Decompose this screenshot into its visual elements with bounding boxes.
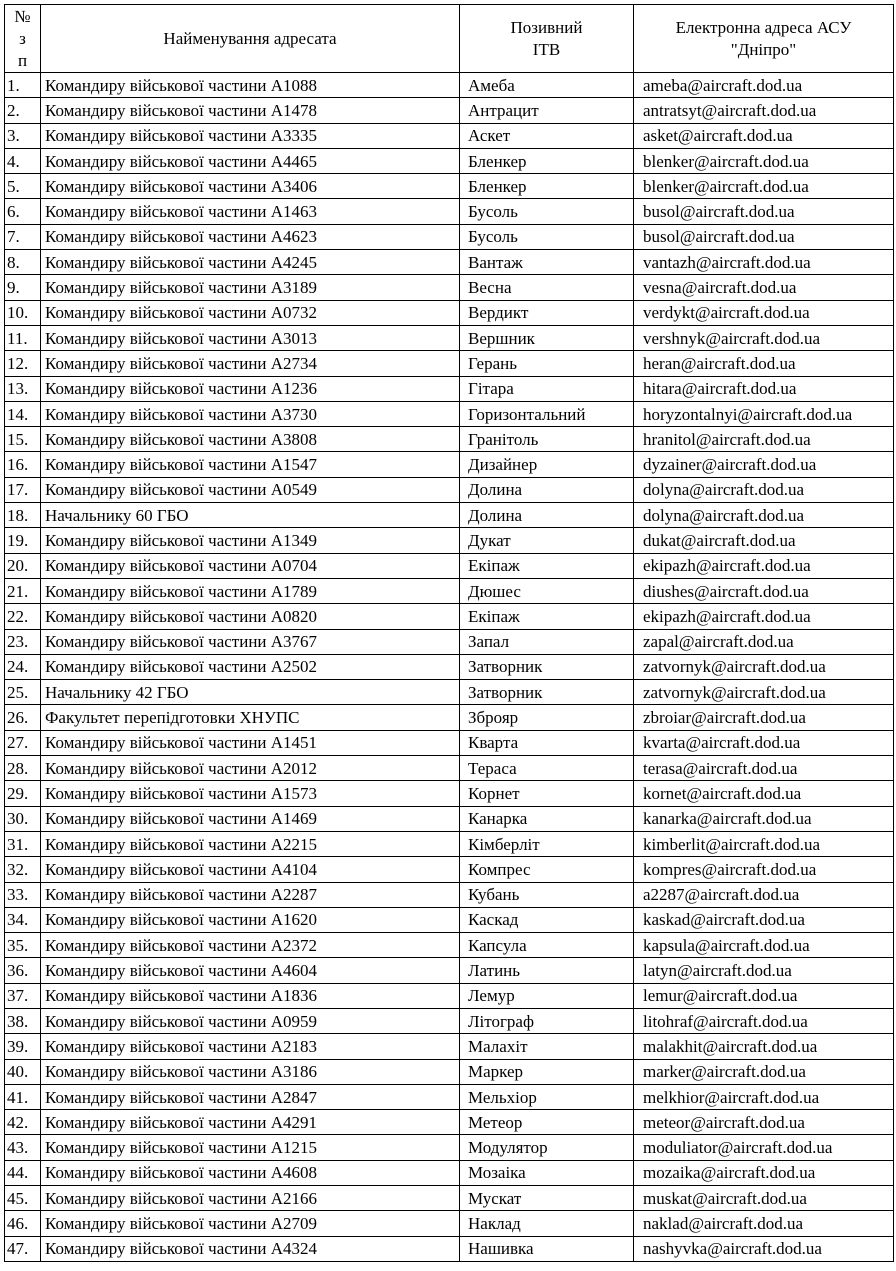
email-address: kimberlit@aircraft.dod.ua (634, 831, 894, 856)
email-address: zbroiar@aircraft.dod.ua (634, 705, 894, 730)
table-row (5, 680, 894, 705)
email-address: horyzontalnyi@aircraft.dod.ua (634, 401, 894, 426)
table-row (5, 528, 894, 553)
email-address: kapsula@aircraft.dod.ua (634, 933, 894, 958)
email-address: mozaika@aircraft.dod.ua (634, 1160, 894, 1185)
email-address: latyn@aircraft.dod.ua (634, 958, 894, 983)
email-address: busol@aircraft.dod.ua (634, 199, 894, 224)
table-row (5, 250, 894, 275)
email-address: diushes@aircraft.dod.ua (634, 578, 894, 603)
addressee-name: Командиру військової частини А2734 (41, 351, 460, 376)
addressee-name: Командиру військової частини А0820 (41, 604, 460, 629)
row-number: 3. (5, 123, 41, 148)
header-callsign-line1: Позивний (510, 17, 583, 37)
addressee-name: Командиру військової частини А3186 (41, 1059, 460, 1084)
callsign: Гітара (460, 376, 634, 401)
addressee-name: Командиру військової частини А3013 (41, 325, 460, 350)
table-row (5, 452, 894, 477)
callsign: Модулятор (460, 1135, 634, 1160)
addressee-name: Командиру військової частини А4104 (41, 857, 460, 882)
table-row (5, 1160, 894, 1185)
table-row (5, 199, 894, 224)
table-row (5, 1059, 894, 1084)
email-address: verdykt@aircraft.dod.ua (634, 300, 894, 325)
row-number: 34. (5, 907, 41, 932)
callsign: Вердикт (460, 300, 634, 325)
table-row (5, 907, 894, 932)
email-address: lemur@aircraft.dod.ua (634, 983, 894, 1008)
email-address: blenker@aircraft.dod.ua (634, 148, 894, 173)
addressee-table (4, 4, 894, 1262)
addressee-name: Командиру військової частини А1573 (41, 781, 460, 806)
callsign: Лемур (460, 983, 634, 1008)
email-address: melkhior@aircraft.dod.ua (634, 1084, 894, 1109)
header-number-line3: п (17, 50, 28, 70)
callsign: Наклад (460, 1211, 634, 1236)
callsign: Кімберліт (460, 831, 634, 856)
addressee-name: Командиру військової частини А2709 (41, 1211, 460, 1236)
header-number-line2: з (19, 28, 26, 48)
row-number: 8. (5, 250, 41, 275)
callsign: Затворник (460, 680, 634, 705)
row-number: 44. (5, 1160, 41, 1185)
table-row (5, 831, 894, 856)
row-number: 1. (5, 73, 41, 98)
callsign: Канарка (460, 806, 634, 831)
callsign: Нашивка (460, 1236, 634, 1261)
callsign: Запал (460, 629, 634, 654)
row-number: 20. (5, 553, 41, 578)
callsign: Аскет (460, 123, 634, 148)
table-header (5, 5, 894, 73)
row-number: 36. (5, 958, 41, 983)
table-row (5, 781, 894, 806)
callsign: Гранітоль (460, 427, 634, 452)
header-number (5, 5, 41, 73)
row-number: 17. (5, 477, 41, 502)
table-row (5, 1135, 894, 1160)
addressee-name: Командиру військової частини А2183 (41, 1034, 460, 1059)
table-row (5, 174, 894, 199)
email-address: kaskad@aircraft.dod.ua (634, 907, 894, 932)
email-address: nashyvka@aircraft.dod.ua (634, 1236, 894, 1261)
callsign: Дизайнер (460, 452, 634, 477)
email-address: marker@aircraft.dod.ua (634, 1059, 894, 1084)
email-address: dolyna@aircraft.dod.ua (634, 477, 894, 502)
callsign: Компрес (460, 857, 634, 882)
addressee-name: Начальнику 60 ГБО (41, 503, 460, 528)
callsign: Вершник (460, 325, 634, 350)
addressee-name: Командиру військової частини А1349 (41, 528, 460, 553)
table-row (5, 123, 894, 148)
email-address: zatvornyk@aircraft.dod.ua (634, 680, 894, 705)
email-address: vantazh@aircraft.dod.ua (634, 250, 894, 275)
table-body (5, 73, 894, 1262)
table-row (5, 553, 894, 578)
addressee-name: Командиру військової частини А1478 (41, 98, 460, 123)
email-address: busol@aircraft.dod.ua (634, 224, 894, 249)
addressee-name: Командиру військової частини А3767 (41, 629, 460, 654)
callsign: Бленкер (460, 148, 634, 173)
table-row (5, 730, 894, 755)
table-row (5, 756, 894, 781)
callsign: Дукат (460, 528, 634, 553)
row-number: 33. (5, 882, 41, 907)
row-number: 39. (5, 1034, 41, 1059)
row-number: 26. (5, 705, 41, 730)
addressee-name: Командиру військової частини А4245 (41, 250, 460, 275)
table-row (5, 983, 894, 1008)
callsign: Корнет (460, 781, 634, 806)
addressee-name: Командиру військової частини А1236 (41, 376, 460, 401)
row-number: 46. (5, 1211, 41, 1236)
row-number: 22. (5, 604, 41, 629)
addressee-name: Командиру військової частини А1451 (41, 730, 460, 755)
table-row (5, 148, 894, 173)
email-address: kornet@aircraft.dod.ua (634, 781, 894, 806)
row-number: 35. (5, 933, 41, 958)
callsign: Кубань (460, 882, 634, 907)
header-email (634, 5, 894, 73)
callsign: Мускат (460, 1186, 634, 1211)
email-address: terasa@aircraft.dod.ua (634, 756, 894, 781)
row-number: 45. (5, 1186, 41, 1211)
table-row (5, 224, 894, 249)
row-number: 41. (5, 1084, 41, 1109)
email-address: hranitol@aircraft.dod.ua (634, 427, 894, 452)
row-number: 4. (5, 148, 41, 173)
addressee-name: Командиру військової частини А0704 (41, 553, 460, 578)
table-row (5, 1186, 894, 1211)
table-row (5, 325, 894, 350)
row-number: 14. (5, 401, 41, 426)
email-address: ekipazh@aircraft.dod.ua (634, 604, 894, 629)
row-number: 23. (5, 629, 41, 654)
callsign: Каскад (460, 907, 634, 932)
addressee-name: Командиру військової частини А1463 (41, 199, 460, 224)
table-row (5, 958, 894, 983)
table-row (5, 351, 894, 376)
callsign: Латинь (460, 958, 634, 983)
table-row (5, 401, 894, 426)
addressee-name: Командиру військової частини А1088 (41, 73, 460, 98)
callsign: Бленкер (460, 174, 634, 199)
email-address: kompres@aircraft.dod.ua (634, 857, 894, 882)
table-row (5, 1008, 894, 1033)
callsign: Екіпаж (460, 553, 634, 578)
callsign: Долина (460, 477, 634, 502)
table-row (5, 98, 894, 123)
callsign: Мозаіка (460, 1160, 634, 1185)
addressee-name: Командиру військової частини А1215 (41, 1135, 460, 1160)
addressee-name: Командиру військової частини А4608 (41, 1160, 460, 1185)
addressee-name: Командиру військової частини А3730 (41, 401, 460, 426)
email-address: dyzainer@aircraft.dod.ua (634, 452, 894, 477)
table-row (5, 427, 894, 452)
row-number: 25. (5, 680, 41, 705)
email-address: antratsyt@aircraft.dod.ua (634, 98, 894, 123)
callsign: Кварта (460, 730, 634, 755)
email-address: zatvornyk@aircraft.dod.ua (634, 654, 894, 679)
email-address: kanarka@aircraft.dod.ua (634, 806, 894, 831)
email-address: naklad@aircraft.dod.ua (634, 1211, 894, 1236)
callsign: Затворник (460, 654, 634, 679)
email-address: moduliator@aircraft.dod.ua (634, 1135, 894, 1160)
table-row (5, 477, 894, 502)
addressee-name: Командиру військової частини А1469 (41, 806, 460, 831)
table-row (5, 604, 894, 629)
addressee-name: Командиру військової частини А2372 (41, 933, 460, 958)
addressee-name: Командиру військової частини А1547 (41, 452, 460, 477)
callsign: Капсула (460, 933, 634, 958)
row-number: 2. (5, 98, 41, 123)
addressee-name: Командиру військової частини А2287 (41, 882, 460, 907)
row-number: 18. (5, 503, 41, 528)
row-number: 47. (5, 1236, 41, 1261)
callsign: Бусоль (460, 224, 634, 249)
header-callsign-line2: ІТВ (532, 39, 561, 59)
row-number: 28. (5, 756, 41, 781)
addressee-name: Командиру військової частини А3808 (41, 427, 460, 452)
email-address: a2287@aircraft.dod.ua (634, 882, 894, 907)
table-row (5, 705, 894, 730)
row-number: 15. (5, 427, 41, 452)
addressee-name: Командиру військової частини А3189 (41, 275, 460, 300)
email-address: dukat@aircraft.dod.ua (634, 528, 894, 553)
email-address: vesna@aircraft.dod.ua (634, 275, 894, 300)
table-row (5, 857, 894, 882)
callsign: Літограф (460, 1008, 634, 1033)
row-number: 9. (5, 275, 41, 300)
table-row (5, 654, 894, 679)
addressee-name: Командиру військової частини А4604 (41, 958, 460, 983)
header-callsign (460, 5, 634, 73)
email-address: meteor@aircraft.dod.ua (634, 1110, 894, 1135)
addressee-name: Командиру військової частини А4465 (41, 148, 460, 173)
email-address: zapal@aircraft.dod.ua (634, 629, 894, 654)
addressee-name: Командиру військової частини А4324 (41, 1236, 460, 1261)
callsign: Горизонтальний (460, 401, 634, 426)
header-email-line2: "Дніпро" (730, 39, 797, 59)
callsign: Герань (460, 351, 634, 376)
table-row (5, 376, 894, 401)
addressee-name: Командиру військової частини А4291 (41, 1110, 460, 1135)
email-address: litohraf@aircraft.dod.ua (634, 1008, 894, 1033)
table-row (5, 629, 894, 654)
table-row (5, 73, 894, 98)
callsign: Маркер (460, 1059, 634, 1084)
addressee-name: Командиру військової частини А2502 (41, 654, 460, 679)
table-row (5, 882, 894, 907)
row-number: 5. (5, 174, 41, 199)
row-number: 19. (5, 528, 41, 553)
table-row (5, 1211, 894, 1236)
callsign: Зброяр (460, 705, 634, 730)
callsign: Антрацит (460, 98, 634, 123)
email-address: malakhit@aircraft.dod.ua (634, 1034, 894, 1059)
row-number: 12. (5, 351, 41, 376)
callsign: Малахіт (460, 1034, 634, 1059)
callsign: Мельхіор (460, 1084, 634, 1109)
row-number: 16. (5, 452, 41, 477)
row-number: 24. (5, 654, 41, 679)
addressee-name: Командиру військової частини А0732 (41, 300, 460, 325)
callsign: Амеба (460, 73, 634, 98)
addressee-name: Факультет перепідготовки ХНУПС (41, 705, 460, 730)
email-address: hitara@aircraft.dod.ua (634, 376, 894, 401)
callsign: Дюшес (460, 578, 634, 603)
table-row (5, 1084, 894, 1109)
addressee-name: Командиру військової частини А4623 (41, 224, 460, 249)
addressee-name: Командиру військової частини А2012 (41, 756, 460, 781)
addressee-name: Командиру військової частини А1789 (41, 578, 460, 603)
callsign: Весна (460, 275, 634, 300)
row-number: 40. (5, 1059, 41, 1084)
email-address: ameba@aircraft.dod.ua (634, 73, 894, 98)
row-number: 42. (5, 1110, 41, 1135)
row-number: 38. (5, 1008, 41, 1033)
addressee-name: Командиру військової частини А1836 (41, 983, 460, 1008)
addressee-name: Командиру військової частини А2847 (41, 1084, 460, 1109)
email-address: blenker@aircraft.dod.ua (634, 174, 894, 199)
row-number: 11. (5, 325, 41, 350)
table-row (5, 933, 894, 958)
callsign: Вантаж (460, 250, 634, 275)
row-number: 27. (5, 730, 41, 755)
row-number: 7. (5, 224, 41, 249)
table-row (5, 275, 894, 300)
addressee-name: Командиру військової частини А3406 (41, 174, 460, 199)
addressee-name: Начальнику 42 ГБО (41, 680, 460, 705)
addressee-name: Командиру військової частини А0549 (41, 477, 460, 502)
callsign: Тераса (460, 756, 634, 781)
email-address: asket@aircraft.dod.ua (634, 123, 894, 148)
header-email-line1: Електронна адреса АСУ (675, 17, 852, 37)
callsign: Екіпаж (460, 604, 634, 629)
row-number: 43. (5, 1135, 41, 1160)
header-addressee-name: Найменування адресата (41, 5, 460, 73)
row-number: 21. (5, 578, 41, 603)
email-address: vershnyk@aircraft.dod.ua (634, 325, 894, 350)
table-row (5, 578, 894, 603)
callsign: Бусоль (460, 199, 634, 224)
table-row (5, 1034, 894, 1059)
addressee-name: Командиру військової частини А3335 (41, 123, 460, 148)
row-number: 29. (5, 781, 41, 806)
email-address: dolyna@aircraft.dod.ua (634, 503, 894, 528)
row-number: 32. (5, 857, 41, 882)
callsign: Долина (460, 503, 634, 528)
email-address: ekipazh@aircraft.dod.ua (634, 553, 894, 578)
callsign: Метеор (460, 1110, 634, 1135)
row-number: 13. (5, 376, 41, 401)
table-row (5, 503, 894, 528)
table-row (5, 1236, 894, 1261)
table-row (5, 300, 894, 325)
email-address: heran@aircraft.dod.ua (634, 351, 894, 376)
table-row (5, 806, 894, 831)
addressee-name: Командиру військової частини А1620 (41, 907, 460, 932)
email-address: kvarta@aircraft.dod.ua (634, 730, 894, 755)
addressee-name: Командиру військової частини А2215 (41, 831, 460, 856)
addressee-name: Командиру військової частини А2166 (41, 1186, 460, 1211)
row-number: 30. (5, 806, 41, 831)
row-number: 37. (5, 983, 41, 1008)
header-row (5, 5, 894, 73)
row-number: 10. (5, 300, 41, 325)
table-row (5, 1110, 894, 1135)
row-number: 6. (5, 199, 41, 224)
header-number-line1: № (14, 6, 31, 26)
addressee-name: Командиру військової частини А0959 (41, 1008, 460, 1033)
email-address: muskat@aircraft.dod.ua (634, 1186, 894, 1211)
row-number: 31. (5, 831, 41, 856)
